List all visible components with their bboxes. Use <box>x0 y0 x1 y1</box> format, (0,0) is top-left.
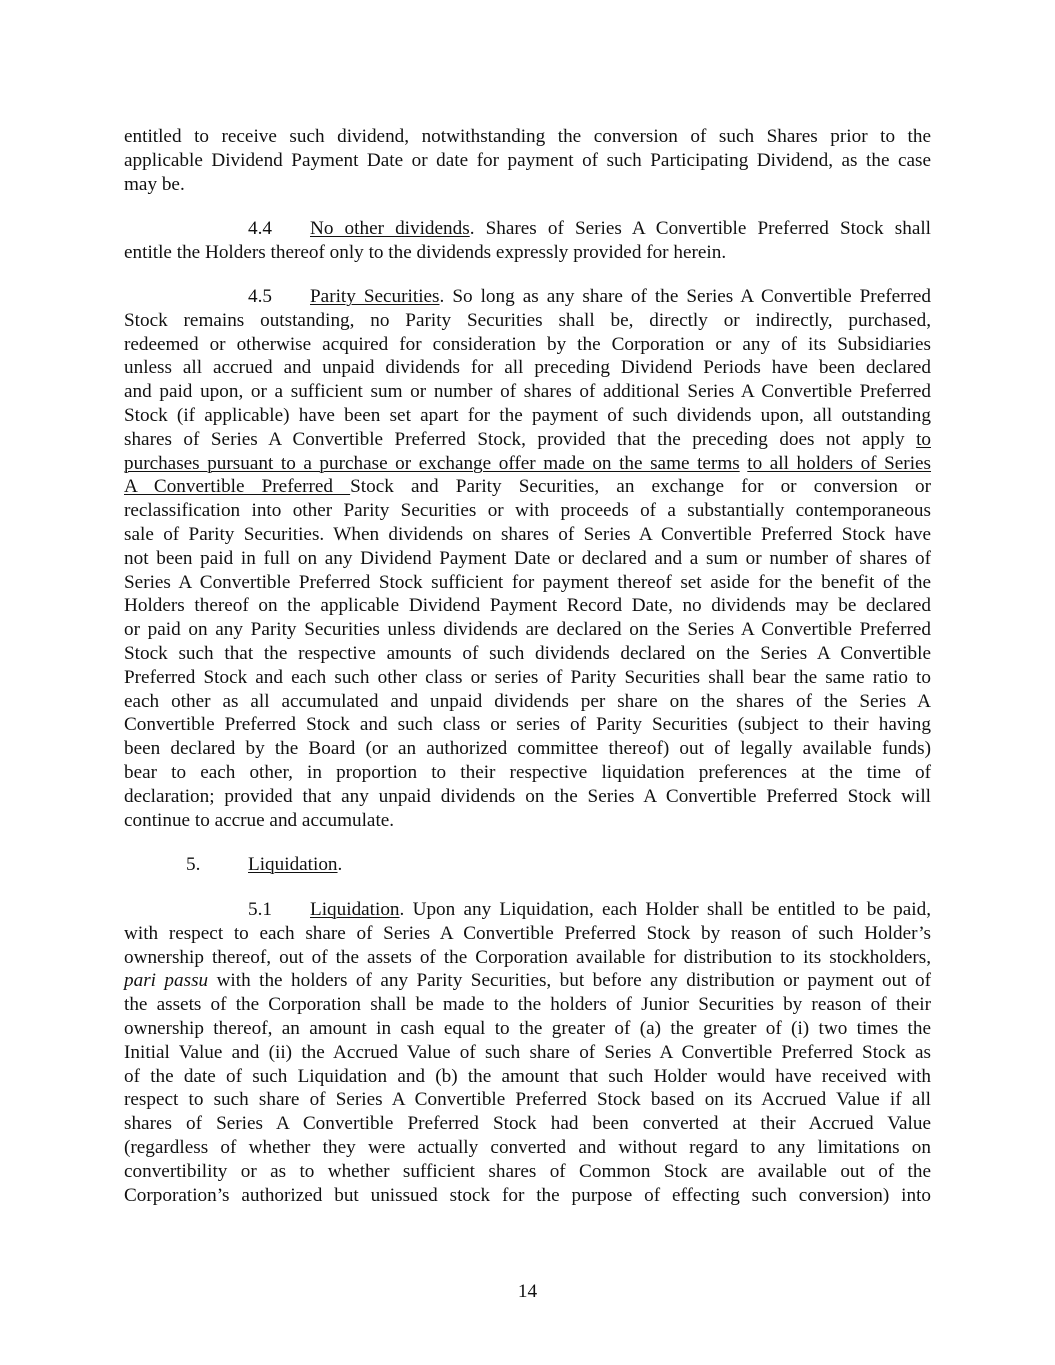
section-5 <box>124 853 931 877</box>
italic-text: pari passu <box>124 970 209 992</box>
text-line: ownership thereof, out of the assets of the Corporation available for distribution to its stockholders, <box>124 946 931 968</box>
continuation-paragraph <box>124 125 931 196</box>
text-line: respect to such share of Series A Convertible Preferred Stock based on its Accrued Value if all <box>124 1089 931 1111</box>
text-line: entitled to receive such dividend, notwithstanding the conversion of such Shares prior to the <box>124 126 931 147</box>
section-4-4 <box>124 217 931 265</box>
section-number: 5.1 <box>248 899 272 920</box>
section-heading-line <box>124 853 931 877</box>
text-line: Series A Convertible Preferred Stock sufficient for payment thereof set aside for the benefit of the <box>124 571 931 593</box>
text-line: of the date of such Liquidation and (b) the amount that such Holder would have received with <box>124 1065 931 1087</box>
text-line <box>124 969 931 993</box>
text-line: the assets of the Corporation shall be made to the holders of Junior Securities by reason of their <box>124 994 931 1016</box>
text-line: applicable Dividend Payment Date or date for payment of such Participating Dividend, as the case <box>124 149 931 171</box>
text-line: continue to accrue and accumulate. <box>124 809 395 831</box>
text-segment: Stock and Parity Securities, an exchange for or conversion or <box>350 476 931 498</box>
text-line: sale of Parity Securities. When dividends on shares of Series A Convertible Preferred Stock have <box>124 523 931 545</box>
text-line: shares of Series A Convertible Preferred Stock had been converted at their Accrued Value <box>124 1113 931 1135</box>
text-line <box>124 475 931 499</box>
section-heading: Liquidation <box>248 854 338 875</box>
section-number: 4.5 <box>248 286 272 307</box>
section-heading: Parity Securities <box>310 286 440 307</box>
section-heading: No other dividends <box>310 218 470 239</box>
text-line: Stock such that the respective amounts of such dividends declared on the Series A Convertible <box>124 642 931 664</box>
text-line: (regardless of whether they were actually converted and without regard to any limitations on <box>124 1136 931 1158</box>
page-number: 14 <box>517 1281 538 1302</box>
section-5-1 <box>124 898 931 1207</box>
section-number: 5. <box>186 854 201 875</box>
text-segment: with the holders of any Parity Securities, but before any distribution or payment out of <box>208 970 931 992</box>
underlined-text: to all holders of Series <box>747 452 932 474</box>
text-line: Stock (if applicable) have been set apart for the payment of such dividends upon, all outstanding <box>124 404 931 426</box>
text-line: and paid upon, or a sufficient sum or number of shares of additional Series A Convertible Preferred <box>124 381 931 403</box>
text-line: been declared by the Board (or an authorized committee thereof) out of legally available funds) <box>124 738 931 760</box>
section-heading-line <box>124 217 931 241</box>
text-line: Preferred Stock and each such other class or series of Parity Securities shall bear the same ratio to <box>124 666 931 688</box>
text-line: ownership thereof, an amount in cash equal to the greater of (a) the greater of (i) two times the <box>124 1017 931 1039</box>
text-line: Convertible Preferred Stock and such class or series of Parity Securities (subject to their having <box>124 714 931 736</box>
underlined-text: to <box>916 428 931 450</box>
text-line: entitle the Holders thereof only to the dividends expressly provided for herein. <box>124 241 727 263</box>
section-text: . Shares of Series A Convertible Preferred Stock shall <box>469 218 931 239</box>
text-line: redeemed or otherwise acquired for consideration by the Corporation or any of its Subsidiaries <box>124 333 931 355</box>
section-text: . <box>337 854 343 875</box>
text-line: Corporation’s authorized but unissued stock for the purpose of effecting such conversion) into <box>124 1184 931 1206</box>
section-text: . So long as any share of the Series A Convertible Preferred <box>439 286 932 307</box>
text-line: unless all accrued and unpaid dividends for all preceding Dividend Periods have been declared <box>124 357 931 379</box>
text-line: Initial Value and (ii) the Accrued Value of such share of Series A Convertible Preferred Stock as <box>124 1041 931 1063</box>
section-number: 4.4 <box>248 218 272 239</box>
text-line: Stock remains outstanding, no Parity Securities shall be, directly or indirectly, purchased, <box>124 309 931 331</box>
text-line: or paid on any Parity Securities unless dividends are declared on the Series A Convertible Preferred <box>124 619 931 641</box>
text-line: convertibility or as to whether sufficient shares of Common Stock are available out of the <box>124 1160 931 1182</box>
text-line <box>124 428 931 452</box>
section-heading-line <box>124 898 931 922</box>
text-line: not been paid in full on any Dividend Payment Date or declared and a sum or number of shares of <box>124 547 931 569</box>
text-line: Holders thereof on the applicable Dividend Payment Record Date, no dividends may be declared <box>124 595 931 617</box>
text-line <box>124 452 931 476</box>
section-heading-line <box>124 285 931 309</box>
text-segment: shares of Series A Convertible Preferred Stock, provided that the preceding does not apply <box>124 428 917 450</box>
text-line: each other as all accumulated and unpaid dividends per share on the shares of the Series A <box>124 690 931 712</box>
section-heading: Liquidation <box>310 899 400 920</box>
text-line: declaration; provided that any unpaid dividends on the Series A Convertible Preferred Stock will <box>124 785 931 807</box>
underlined-text: A Convertible Preferred <box>124 476 351 498</box>
section-4-5 <box>124 285 931 832</box>
section-text: . Upon any Liquidation, each Holder shall be entitled to be paid, <box>399 899 931 920</box>
text-line: with respect to each share of Series A Convertible Preferred Stock by reason of such Holder’s <box>124 922 931 944</box>
text-line: may be. <box>124 173 185 195</box>
text-line: reclassification into other Parity Securities or with proceeds of a substantially contemporaneous <box>124 500 931 522</box>
underlined-text: purchases pursuant to a purchase or exchange offer made on the same terms <box>124 452 740 474</box>
text-line: bear to each other, in proportion to their respective liquidation preferences at the time of <box>124 761 931 783</box>
